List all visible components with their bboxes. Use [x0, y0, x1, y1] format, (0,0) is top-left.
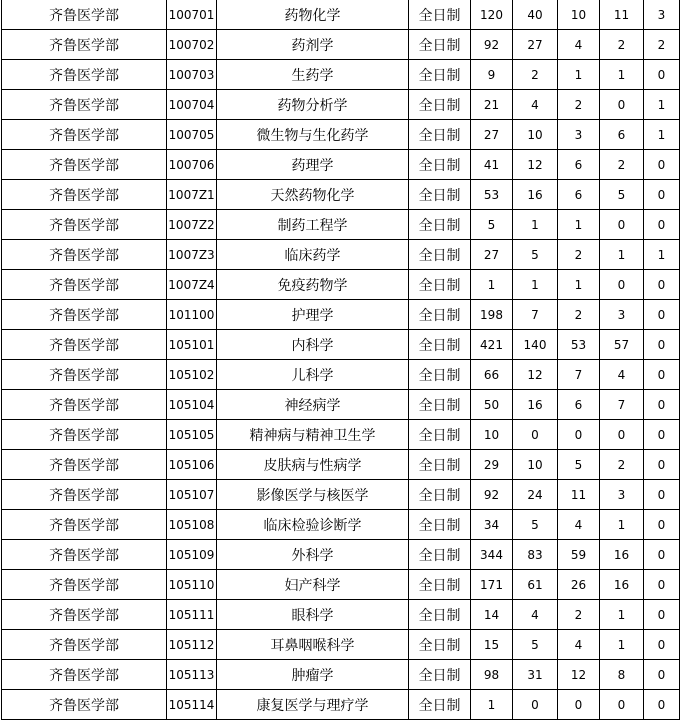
count-cell-5: 0	[644, 180, 680, 210]
study-mode-cell: 全日制	[409, 600, 471, 630]
major-code-cell: 101100	[167, 300, 217, 330]
count-cell-3: 4	[558, 630, 600, 660]
count-cell-3: 12	[558, 660, 600, 690]
count-cell-5: 0	[644, 150, 680, 180]
study-mode-cell: 全日制	[409, 480, 471, 510]
major-name-cell: 药物分析学	[217, 90, 409, 120]
count-cell-5: 0	[644, 420, 680, 450]
count-cell-3: 26	[558, 570, 600, 600]
count-cell-1: 98	[471, 660, 513, 690]
major-name-cell: 制药工程学	[217, 210, 409, 240]
major-code-cell: 100701	[167, 0, 217, 30]
count-cell-3: 1	[558, 210, 600, 240]
major-code-cell: 105108	[167, 510, 217, 540]
count-cell-2: 0	[513, 690, 558, 720]
count-cell-5: 0	[644, 570, 680, 600]
major-name-cell: 儿科学	[217, 360, 409, 390]
college-cell: 齐鲁医学部	[2, 690, 167, 720]
count-cell-1: 10	[471, 420, 513, 450]
count-cell-4: 57	[600, 330, 644, 360]
table-row	[2, 360, 680, 390]
count-cell-2: 16	[513, 180, 558, 210]
college-cell: 齐鲁医学部	[2, 600, 167, 630]
college-cell: 齐鲁医学部	[2, 150, 167, 180]
study-mode-cell: 全日制	[409, 150, 471, 180]
major-name-cell: 天然药物化学	[217, 180, 409, 210]
table-row	[2, 690, 680, 720]
count-cell-1: 27	[471, 240, 513, 270]
count-cell-3: 4	[558, 30, 600, 60]
count-cell-1: 29	[471, 450, 513, 480]
college-cell: 齐鲁医学部	[2, 90, 167, 120]
count-cell-5: 0	[644, 270, 680, 300]
count-cell-3: 4	[558, 510, 600, 540]
count-cell-1: 92	[471, 30, 513, 60]
major-name-cell: 临床检验诊断学	[217, 510, 409, 540]
college-cell: 齐鲁医学部	[2, 330, 167, 360]
table-body	[2, 0, 680, 720]
count-cell-1: 92	[471, 480, 513, 510]
count-cell-2: 7	[513, 300, 558, 330]
count-cell-2: 31	[513, 660, 558, 690]
study-mode-cell: 全日制	[409, 630, 471, 660]
table-row	[2, 450, 680, 480]
major-code-cell: 100705	[167, 120, 217, 150]
count-cell-4: 1	[600, 510, 644, 540]
table-row	[2, 150, 680, 180]
count-cell-5: 0	[644, 480, 680, 510]
count-cell-4: 7	[600, 390, 644, 420]
count-cell-1: 9	[471, 60, 513, 90]
table-row	[2, 420, 680, 450]
major-name-cell: 药物化学	[217, 0, 409, 30]
count-cell-5: 0	[644, 210, 680, 240]
study-mode-cell: 全日制	[409, 180, 471, 210]
count-cell-4: 16	[600, 570, 644, 600]
count-cell-1: 15	[471, 630, 513, 660]
count-cell-1: 21	[471, 90, 513, 120]
count-cell-1: 1	[471, 690, 513, 720]
count-cell-4: 3	[600, 480, 644, 510]
major-code-cell: 105102	[167, 360, 217, 390]
college-cell: 齐鲁医学部	[2, 510, 167, 540]
count-cell-1: 171	[471, 570, 513, 600]
college-cell: 齐鲁医学部	[2, 630, 167, 660]
major-name-cell: 药理学	[217, 150, 409, 180]
count-cell-2: 5	[513, 630, 558, 660]
table-row	[2, 570, 680, 600]
count-cell-5: 3	[644, 0, 680, 30]
count-cell-2: 4	[513, 90, 558, 120]
count-cell-4: 1	[600, 240, 644, 270]
count-cell-5: 0	[644, 540, 680, 570]
count-cell-4: 11	[600, 0, 644, 30]
major-name-cell: 外科学	[217, 540, 409, 570]
count-cell-4: 0	[600, 690, 644, 720]
college-cell: 齐鲁医学部	[2, 540, 167, 570]
count-cell-1: 27	[471, 120, 513, 150]
count-cell-1: 1	[471, 270, 513, 300]
table-row	[2, 90, 680, 120]
count-cell-4: 1	[600, 60, 644, 90]
count-cell-2: 5	[513, 240, 558, 270]
count-cell-3: 0	[558, 420, 600, 450]
study-mode-cell: 全日制	[409, 90, 471, 120]
table-row	[2, 630, 680, 660]
table-row	[2, 540, 680, 570]
college-cell: 齐鲁医学部	[2, 360, 167, 390]
count-cell-2: 24	[513, 480, 558, 510]
major-code-cell: 100704	[167, 90, 217, 120]
count-cell-1: 344	[471, 540, 513, 570]
major-name-cell: 微生物与生化药学	[217, 120, 409, 150]
count-cell-3: 6	[558, 150, 600, 180]
count-cell-3: 6	[558, 180, 600, 210]
count-cell-1: 120	[471, 0, 513, 30]
count-cell-4: 2	[600, 150, 644, 180]
count-cell-1: 66	[471, 360, 513, 390]
table-row	[2, 60, 680, 90]
count-cell-1: 198	[471, 300, 513, 330]
major-name-cell: 影像医学与核医学	[217, 480, 409, 510]
major-name-cell: 眼科学	[217, 600, 409, 630]
count-cell-3: 59	[558, 540, 600, 570]
study-mode-cell: 全日制	[409, 360, 471, 390]
count-cell-2: 2	[513, 60, 558, 90]
count-cell-2: 10	[513, 450, 558, 480]
count-cell-3: 2	[558, 240, 600, 270]
count-cell-3: 2	[558, 600, 600, 630]
count-cell-5: 0	[644, 330, 680, 360]
major-name-cell: 内科学	[217, 330, 409, 360]
count-cell-2: 1	[513, 210, 558, 240]
major-code-cell: 1007Z4	[167, 270, 217, 300]
table-row	[2, 600, 680, 630]
major-name-cell: 免疫药物学	[217, 270, 409, 300]
count-cell-5: 0	[644, 660, 680, 690]
count-cell-2: 83	[513, 540, 558, 570]
count-cell-2: 4	[513, 600, 558, 630]
admissions-table	[1, 0, 680, 720]
college-cell: 齐鲁医学部	[2, 270, 167, 300]
count-cell-4: 3	[600, 300, 644, 330]
count-cell-4: 5	[600, 180, 644, 210]
count-cell-1: 5	[471, 210, 513, 240]
count-cell-5: 1	[644, 90, 680, 120]
study-mode-cell: 全日制	[409, 30, 471, 60]
table-row	[2, 30, 680, 60]
major-name-cell: 康复医学与理疗学	[217, 690, 409, 720]
study-mode-cell: 全日制	[409, 330, 471, 360]
study-mode-cell: 全日制	[409, 660, 471, 690]
study-mode-cell: 全日制	[409, 0, 471, 30]
major-name-cell: 妇产科学	[217, 570, 409, 600]
study-mode-cell: 全日制	[409, 420, 471, 450]
table-row	[2, 120, 680, 150]
table-row	[2, 0, 680, 30]
table-row	[2, 660, 680, 690]
count-cell-5: 0	[644, 390, 680, 420]
study-mode-cell: 全日制	[409, 210, 471, 240]
count-cell-5: 1	[644, 240, 680, 270]
count-cell-4: 4	[600, 360, 644, 390]
major-code-cell: 100702	[167, 30, 217, 60]
major-code-cell: 1007Z2	[167, 210, 217, 240]
major-code-cell: 105107	[167, 480, 217, 510]
study-mode-cell: 全日制	[409, 390, 471, 420]
count-cell-1: 14	[471, 600, 513, 630]
count-cell-3: 1	[558, 270, 600, 300]
major-code-cell: 105111	[167, 600, 217, 630]
count-cell-3: 6	[558, 390, 600, 420]
count-cell-2: 140	[513, 330, 558, 360]
table-row	[2, 180, 680, 210]
count-cell-3: 1	[558, 60, 600, 90]
major-code-cell: 105109	[167, 540, 217, 570]
college-cell: 齐鲁医学部	[2, 60, 167, 90]
count-cell-3: 2	[558, 90, 600, 120]
count-cell-3: 10	[558, 0, 600, 30]
major-name-cell: 神经病学	[217, 390, 409, 420]
count-cell-1: 53	[471, 180, 513, 210]
count-cell-5: 0	[644, 60, 680, 90]
major-code-cell: 1007Z1	[167, 180, 217, 210]
count-cell-1: 50	[471, 390, 513, 420]
count-cell-5: 0	[644, 360, 680, 390]
college-cell: 齐鲁医学部	[2, 300, 167, 330]
count-cell-4: 0	[600, 420, 644, 450]
study-mode-cell: 全日制	[409, 270, 471, 300]
table-row	[2, 270, 680, 300]
college-cell: 齐鲁医学部	[2, 570, 167, 600]
major-name-cell: 皮肤病与性病学	[217, 450, 409, 480]
college-cell: 齐鲁医学部	[2, 180, 167, 210]
count-cell-2: 0	[513, 420, 558, 450]
count-cell-5: 1	[644, 120, 680, 150]
college-cell: 齐鲁医学部	[2, 420, 167, 450]
count-cell-2: 5	[513, 510, 558, 540]
major-name-cell: 护理学	[217, 300, 409, 330]
table-row	[2, 330, 680, 360]
count-cell-2: 27	[513, 30, 558, 60]
count-cell-5: 0	[644, 510, 680, 540]
count-cell-3: 0	[558, 690, 600, 720]
major-code-cell: 100703	[167, 60, 217, 90]
study-mode-cell: 全日制	[409, 570, 471, 600]
major-name-cell: 肿瘤学	[217, 660, 409, 690]
study-mode-cell: 全日制	[409, 240, 471, 270]
count-cell-3: 7	[558, 360, 600, 390]
study-mode-cell: 全日制	[409, 120, 471, 150]
college-cell: 齐鲁医学部	[2, 120, 167, 150]
major-code-cell: 105106	[167, 450, 217, 480]
major-code-cell: 105104	[167, 390, 217, 420]
major-code-cell: 105114	[167, 690, 217, 720]
major-name-cell: 耳鼻咽喉科学	[217, 630, 409, 660]
major-code-cell: 105101	[167, 330, 217, 360]
count-cell-5: 0	[644, 600, 680, 630]
count-cell-2: 12	[513, 150, 558, 180]
table-row	[2, 210, 680, 240]
count-cell-5: 0	[644, 300, 680, 330]
college-cell: 齐鲁医学部	[2, 210, 167, 240]
count-cell-1: 421	[471, 330, 513, 360]
count-cell-4: 0	[600, 210, 644, 240]
count-cell-2: 61	[513, 570, 558, 600]
count-cell-5: 0	[644, 450, 680, 480]
count-cell-2: 40	[513, 0, 558, 30]
count-cell-4: 1	[600, 630, 644, 660]
count-cell-3: 11	[558, 480, 600, 510]
study-mode-cell: 全日制	[409, 540, 471, 570]
major-code-cell: 105113	[167, 660, 217, 690]
college-cell: 齐鲁医学部	[2, 240, 167, 270]
count-cell-2: 10	[513, 120, 558, 150]
count-cell-2: 1	[513, 270, 558, 300]
major-name-cell: 生药学	[217, 60, 409, 90]
college-cell: 齐鲁医学部	[2, 450, 167, 480]
major-code-cell: 105105	[167, 420, 217, 450]
table-row	[2, 300, 680, 330]
count-cell-4: 16	[600, 540, 644, 570]
college-cell: 齐鲁医学部	[2, 660, 167, 690]
count-cell-4: 0	[600, 270, 644, 300]
count-cell-4: 6	[600, 120, 644, 150]
count-cell-5: 0	[644, 630, 680, 660]
count-cell-3: 3	[558, 120, 600, 150]
major-name-cell: 临床药学	[217, 240, 409, 270]
count-cell-5: 2	[644, 30, 680, 60]
count-cell-4: 2	[600, 30, 644, 60]
table-row	[2, 480, 680, 510]
major-code-cell: 100706	[167, 150, 217, 180]
table-row	[2, 240, 680, 270]
count-cell-5: 0	[644, 690, 680, 720]
college-cell: 齐鲁医学部	[2, 390, 167, 420]
count-cell-3: 5	[558, 450, 600, 480]
major-code-cell: 1007Z3	[167, 240, 217, 270]
college-cell: 齐鲁医学部	[2, 30, 167, 60]
count-cell-1: 34	[471, 510, 513, 540]
major-name-cell: 精神病与精神卫生学	[217, 420, 409, 450]
table-row	[2, 390, 680, 420]
study-mode-cell: 全日制	[409, 690, 471, 720]
college-cell: 齐鲁医学部	[2, 480, 167, 510]
study-mode-cell: 全日制	[409, 300, 471, 330]
major-name-cell: 药剂学	[217, 30, 409, 60]
study-mode-cell: 全日制	[409, 60, 471, 90]
major-code-cell: 105112	[167, 630, 217, 660]
count-cell-3: 53	[558, 330, 600, 360]
table-row	[2, 510, 680, 540]
count-cell-3: 2	[558, 300, 600, 330]
count-cell-4: 2	[600, 450, 644, 480]
study-mode-cell: 全日制	[409, 450, 471, 480]
count-cell-4: 0	[600, 90, 644, 120]
count-cell-1: 41	[471, 150, 513, 180]
count-cell-2: 12	[513, 360, 558, 390]
count-cell-2: 16	[513, 390, 558, 420]
study-mode-cell: 全日制	[409, 510, 471, 540]
count-cell-4: 8	[600, 660, 644, 690]
major-code-cell: 105110	[167, 570, 217, 600]
college-cell: 齐鲁医学部	[2, 0, 167, 30]
count-cell-4: 1	[600, 600, 644, 630]
